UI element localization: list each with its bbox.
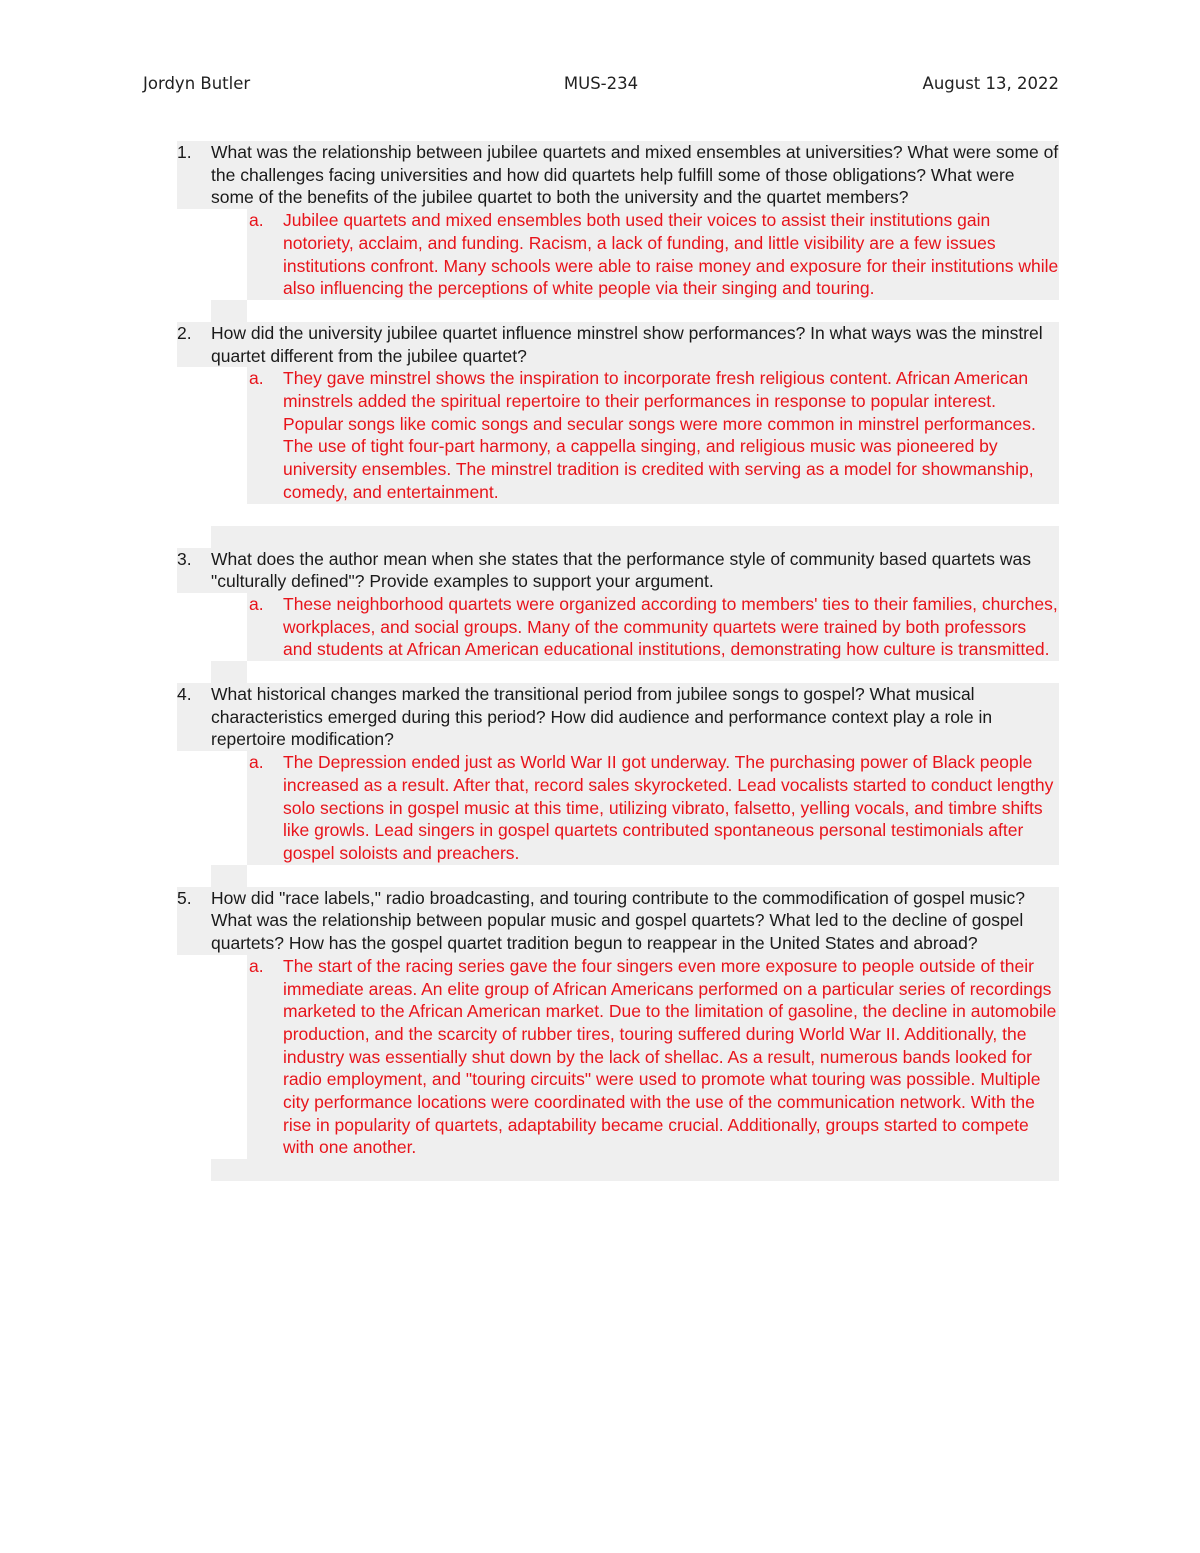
answer-text: They gave minstrel shows the inspiration to incorporate fresh religious content. African American minstrels added the spiritual repertoire to their performances in response to popular interest. Popular songs like comic songs and secular songs were more common in minstrel performances. The use of tight four-part harmony, a cappella singing, and religious music was pioneered by university ensembles. The minstrel tradition is credited with serving as a model for showmanship, comedy, and entertainment. xyxy=(283,368,1036,502)
question-text: How did the university jubilee quartet influence minstrel show performances? In what ways was the minstrel quartet different from the jubilee quartet? xyxy=(211,322,1043,366)
question-number: 5. xyxy=(177,887,192,908)
answer-text: These neighborhood quartets were organized according to members' ties to their families, churches, workplaces, and social groups. Many of the community quartets were trained by both professors and students at African American educational institutions, demonstrating how culture is transmitted. xyxy=(283,593,1058,660)
answer-row xyxy=(0,209,1200,300)
question-item xyxy=(0,683,1200,887)
highlight-gap xyxy=(0,1159,1200,1181)
answer-label: a. xyxy=(249,593,264,614)
answer-row xyxy=(0,367,1200,503)
question-item xyxy=(0,141,1200,322)
author-name: Jordyn Butler xyxy=(143,74,251,93)
question-text: What does the author mean when she states that the performance style of community based quartets was "culturally defined"? Provide examples to support your argument. xyxy=(211,548,1032,592)
answer-label: a. xyxy=(249,210,264,231)
question-list xyxy=(0,141,1200,1181)
page-header xyxy=(143,74,1059,98)
course-code: MUS-234 xyxy=(563,74,639,93)
question-row xyxy=(0,548,1200,593)
highlight-gap xyxy=(0,661,1200,683)
highlight-gap xyxy=(0,526,1200,548)
question-row xyxy=(0,683,1200,751)
answer-label: a. xyxy=(249,752,264,773)
answer-text: The Depression ended just as World War II got underway. The purchasing power of Black people increased as a result. After that, record sales skyrocketed. Lead vocalists started to conduct lengthy solo sections in gospel music at this time, utilizing vibrato, falsetto, yelling vocals, and timbre shifts like growls. Lead singers in gospel quartets contributed spontaneous personal testimonials after gospel soloists and preachers. xyxy=(283,752,1054,863)
highlight-gap xyxy=(0,300,1200,322)
question-text: How did "race labels," radio broadcasting, and touring contribute to the commodification of gospel music? What was the relationship between popular music and gospel quartets? What led to the decline of gospel quartets? How has the gospel quartet tradition begun to reappear in the United States and abroad? xyxy=(211,887,1025,954)
answer-row xyxy=(0,751,1200,865)
highlight-gap xyxy=(0,865,1200,887)
answer-label: a. xyxy=(249,368,264,389)
question-number: 1. xyxy=(177,142,192,162)
answer-row xyxy=(0,955,1200,1159)
answer-label: a. xyxy=(249,955,264,976)
answer-text: Jubilee quartets and mixed ensembles both used their voices to assist their institutions gain notoriety, acclaim, and funding. Racism, a lack of funding, and little visibility are a few issues institutions confront. Many schools were able to raise money and exposure for their institutions while also influencing the perceptions of white people via their singing and touring. xyxy=(283,210,1059,299)
question-text: What historical changes marked the transitional period from jubilee songs to gospel? What musical characteristics emerged during this period? How did audience and performance context play a role in repertoire modification? xyxy=(211,684,993,750)
answer-text: The start of the racing series gave the four singers even more exposure to people outside of their immediate areas. An elite group of African Americans performed on a particular series of recordings marketed to the African American market. Due to the limitation of gasoline, the decline in automobile production, and the scarcity of rubber tires, touring suffered during World War II. Additionally, the industry was essentially shut down by the lack of shellac. As a result, numerous bands looked for radio employment, and "touring circuits" were used to promote what touring was possible. Multiple city performance locations were coordinated with the use of the communication network. With the rise in popularity of quartets, adaptability became crucial. Additionally, groups started to compete with one another. xyxy=(283,955,1057,1158)
question-row xyxy=(0,322,1200,367)
answer-row xyxy=(0,593,1200,661)
question-item xyxy=(0,887,1200,1181)
question-row xyxy=(0,141,1200,209)
question-item xyxy=(0,548,1200,684)
question-row xyxy=(0,887,1200,955)
assignment-date: August 13, 2022 xyxy=(922,74,1059,93)
question-number: 2. xyxy=(177,322,192,343)
question-number: 3. xyxy=(177,548,192,569)
question-number: 4. xyxy=(177,684,192,705)
question-text: What was the relationship between jubilee quartets and mixed ensembles at universities? What were some of the challenges facing universities and how did quartets help fulfill some of those obligations? What were some of the benefits of the jubilee quartet to both the university and the quartet members? xyxy=(211,142,1059,208)
question-item xyxy=(0,322,1200,548)
